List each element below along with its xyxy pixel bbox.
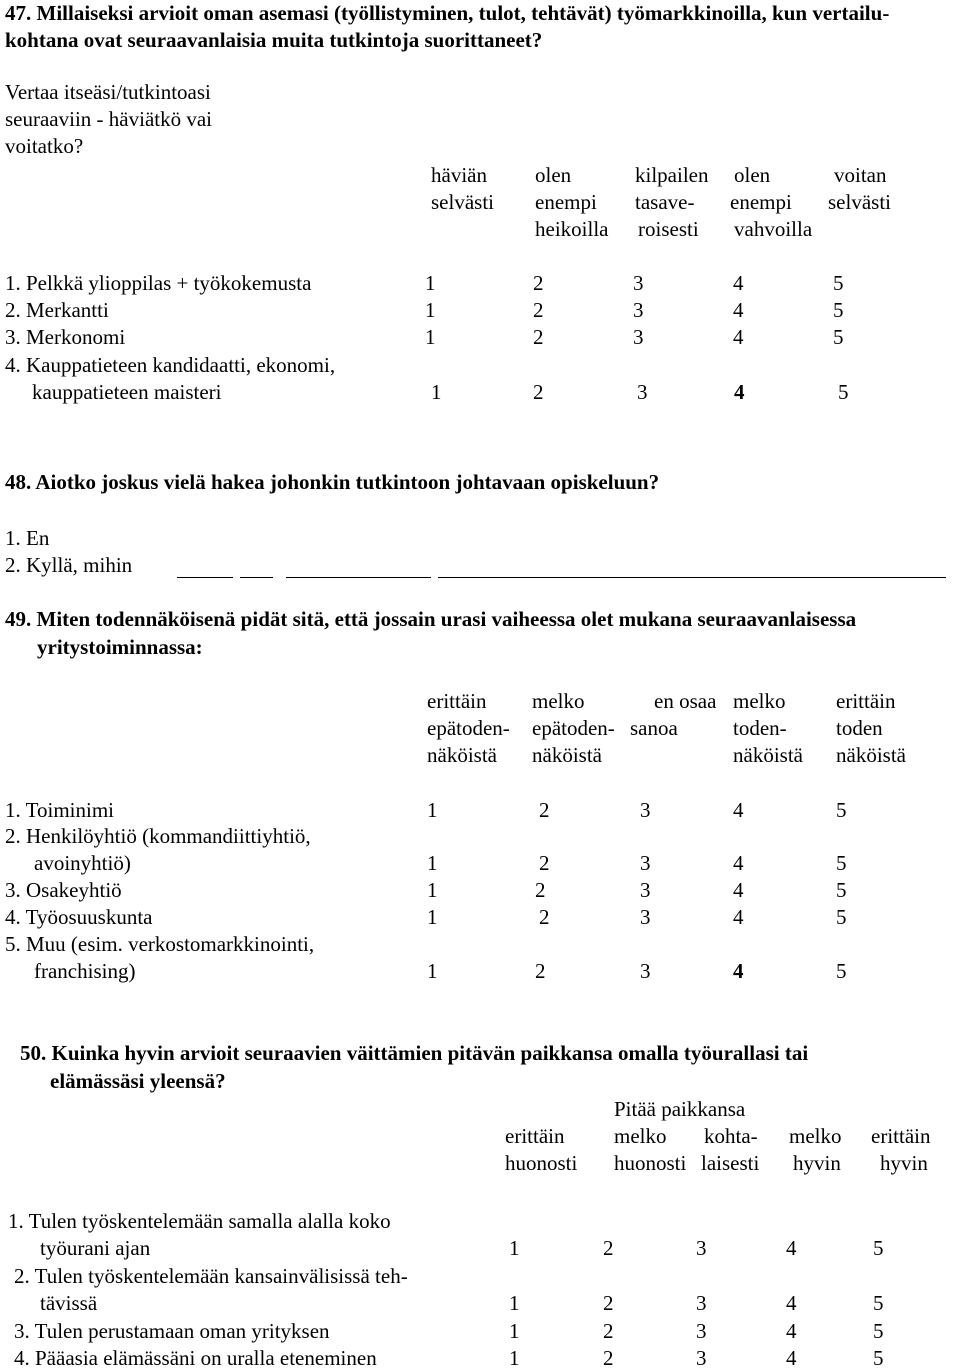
q49-item-3-option-4[interactable]: 4 <box>733 878 744 902</box>
q50-item-4-option-4[interactable]: 4 <box>786 1346 797 1370</box>
q49-item-3-option-2[interactable]: 2 <box>535 878 546 902</box>
q47-item-4-option-2[interactable]: 2 <box>533 380 544 404</box>
q47-item-2-option-2[interactable]: 2 <box>533 298 544 322</box>
q50-item-4-option-3[interactable]: 3 <box>696 1346 707 1370</box>
q47-header-4-line1: olen <box>734 163 771 187</box>
q50-item-3-option-1[interactable]: 1 <box>509 1319 520 1343</box>
q50-header-2-line2: huonosti <box>614 1151 687 1175</box>
q49-item-5-option-3[interactable]: 3 <box>640 959 651 983</box>
q49-header-2-line2: epätoden- <box>532 716 615 740</box>
q50-item-1-option-2[interactable]: 2 <box>603 1236 614 1260</box>
q50-header-1-line2: huonosti <box>505 1151 578 1175</box>
q49-header-3-line2: sanoa <box>630 716 678 740</box>
q49-item-3-option-1[interactable]: 1 <box>427 878 438 902</box>
q47-item-2-option-4[interactable]: 4 <box>733 298 744 322</box>
q48-answer-line-3[interactable] <box>286 577 431 578</box>
q50-item-2-option-1[interactable]: 1 <box>509 1291 520 1315</box>
q47-item-1-option-2[interactable]: 2 <box>533 271 544 295</box>
q50-header-2-line1: melko <box>614 1124 667 1148</box>
q47-item-1-option-5[interactable]: 5 <box>833 271 844 295</box>
q49-header-5-line1: erittäin <box>836 689 896 713</box>
q50-header-5-line1: erittäin <box>871 1124 931 1148</box>
q49-header-1-line1: erittäin <box>427 689 487 713</box>
q49-item-2-label-line2: avoinyhtiö) <box>34 851 131 875</box>
q49-item-5-option-4[interactable]: 4 <box>733 959 744 983</box>
q49-header-4-line2: toden- <box>733 716 787 740</box>
q47-item-1-option-4[interactable]: 4 <box>733 271 744 295</box>
q50-item-1-label-line2: työurani ajan <box>40 1236 151 1260</box>
q50-scale-caption: Pitää paikkansa <box>614 1097 746 1121</box>
q48-option-1[interactable]: 1. En <box>5 526 50 550</box>
q50-item-1-option-1[interactable]: 1 <box>509 1236 520 1260</box>
q49-item-3-label: 3. Osakeyhtiö <box>5 878 122 902</box>
q47-item-4-label-line1: 4. Kauppatieteen kandidaatti, ekonomi, <box>5 353 336 377</box>
q50-item-3-option-4[interactable]: 4 <box>786 1319 797 1343</box>
q50-item-4-label: 4. Pääasia elämässäni on uralla eteneminen <box>14 1346 377 1370</box>
q47-header-4-line2: enempi <box>730 190 792 214</box>
q50-header-4-line2: hyvin <box>793 1151 841 1175</box>
q47-header-3-line3: roisesti <box>638 217 699 241</box>
q49-item-3-option-5[interactable]: 5 <box>836 878 847 902</box>
q49-item-5-option-5[interactable]: 5 <box>836 959 847 983</box>
q49-item-4-option-1[interactable]: 1 <box>427 905 438 929</box>
q49-item-1-option-3[interactable]: 3 <box>640 798 651 822</box>
q47-header-5-line1: voitan <box>834 163 887 187</box>
q48-answer-line-1[interactable] <box>177 577 233 578</box>
q50-title-line1: 50. Kuinka hyvin arvioit seuraavien väittämien pitävän paikkansa omalla työurallasi tai <box>20 1041 809 1065</box>
q47-item-4-option-4[interactable]: 4 <box>734 380 745 404</box>
q49-item-2-option-4[interactable]: 4 <box>733 851 744 875</box>
q47-instruction-line2: seuraaviin - häviätkö vai <box>5 107 213 131</box>
q47-item-3-option-4[interactable]: 4 <box>733 325 744 349</box>
q49-title-line2: yritystoiminnassa: <box>37 635 203 659</box>
q47-header-2-line1: olen <box>535 163 572 187</box>
q48-answer-line-4[interactable] <box>438 577 946 578</box>
q50-item-3-label: 3. Tulen perustamaan oman yrityksen <box>14 1319 330 1343</box>
q49-header-3-line1: en osaa <box>654 689 717 713</box>
q49-header-2-line3: näköistä <box>532 743 602 767</box>
q49-title-line1: 49. Miten todennäköisenä pidät sitä, että jossain urasi vaiheessa olet mukana seuraavanlaisessa <box>5 607 857 631</box>
q50-item-2-option-4[interactable]: 4 <box>786 1291 797 1315</box>
q47-title-line1: 47. Millaiseksi arvioit oman asemasi (työllistyminen, tulot, tehtävät) työmarkkinoilla, kun vertailu- <box>5 1 890 25</box>
q49-item-2-label-line1: 2. Henkilöyhtiö (kommandiittiyhtiö, <box>5 824 311 848</box>
q50-item-1-option-5[interactable]: 5 <box>873 1236 884 1260</box>
q50-item-3-option-3[interactable]: 3 <box>696 1319 707 1343</box>
q50-header-3-line1: kohta- <box>704 1124 758 1148</box>
q47-item-2-option-3[interactable]: 3 <box>633 298 644 322</box>
q50-item-2-option-3[interactable]: 3 <box>696 1291 707 1315</box>
q50-title-line2: elämässäsi yleensä? <box>50 1069 226 1093</box>
q50-item-3-option-5[interactable]: 5 <box>873 1319 884 1343</box>
q47-item-2-option-5[interactable]: 5 <box>833 298 844 322</box>
q49-header-1-line3: näköistä <box>427 743 497 767</box>
q50-item-3-option-2[interactable]: 2 <box>603 1319 614 1343</box>
q49-item-1-option-5[interactable]: 5 <box>836 798 847 822</box>
q49-item-5-label-line1: 5. Muu (esim. verkostomarkkinointi, <box>5 932 315 956</box>
q47-header-5-line2: selvästi <box>828 190 891 214</box>
q47-instruction-line3: voitatko? <box>5 134 84 158</box>
q49-item-1-option-1[interactable]: 1 <box>427 798 438 822</box>
q50-header-4-line1: melko <box>789 1124 842 1148</box>
q47-item-1-label: 1. Pelkkä ylioppilas + työkokemusta <box>5 271 312 295</box>
q47-item-3-option-5[interactable]: 5 <box>833 325 844 349</box>
q48-option-2[interactable]: 2. Kyllä, mihin <box>5 553 133 577</box>
q47-header-1-line2: selvästi <box>431 190 494 214</box>
q47-title-line2: kohtana ovat seuraavanlaisia muita tutkintoja suorittaneet? <box>5 28 543 52</box>
q50-item-1-label-line1: 1. Tulen työskentelemään samalla alalla koko <box>8 1209 391 1233</box>
q47-header-2-line2: enempi <box>535 190 597 214</box>
q47-item-3-option-2[interactable]: 2 <box>533 325 544 349</box>
q47-header-3-line2: tasave- <box>635 190 695 214</box>
q47-header-1-line1: häviän <box>431 163 487 187</box>
q47-item-2-label: 2. Merkantti <box>5 298 109 322</box>
q49-item-4-option-2[interactable]: 2 <box>539 905 550 929</box>
q49-item-4-label: 4. Työosuuskunta <box>5 905 153 929</box>
q49-header-4-line1: melko <box>733 689 786 713</box>
q50-item-2-label-line1: 2. Tulen työskentelemään kansainvälisissä teh- <box>14 1264 408 1288</box>
q49-item-3-option-3[interactable]: 3 <box>640 878 651 902</box>
q48-title: 48. Aiotko joskus vielä hakea johonkin tutkintoon johtavaan opiskeluun? <box>5 470 660 494</box>
q47-item-1-option-3[interactable]: 3 <box>633 271 644 295</box>
q47-item-3-label: 3. Merkonomi <box>5 325 126 349</box>
q47-item-3-option-1[interactable]: 1 <box>425 325 436 349</box>
q49-header-5-line2: toden <box>836 716 883 740</box>
q49-item-2-option-5[interactable]: 5 <box>836 851 847 875</box>
q49-item-2-option-1[interactable]: 1 <box>427 851 438 875</box>
q49-header-5-line3: näköistä <box>836 743 906 767</box>
q47-item-3-option-3[interactable]: 3 <box>633 325 644 349</box>
q47-item-4-label-line2: kauppatieteen maisteri <box>32 380 222 404</box>
q49-item-4-option-3[interactable]: 3 <box>640 905 651 929</box>
q49-item-5-option-2[interactable]: 2 <box>535 959 546 983</box>
q47-item-4-option-5[interactable]: 5 <box>838 380 849 404</box>
q47-header-4-line3: vahvoilla <box>734 217 813 241</box>
q49-item-2-option-2[interactable]: 2 <box>539 851 550 875</box>
q50-item-1-option-4[interactable]: 4 <box>786 1236 797 1260</box>
q49-item-5-option-1[interactable]: 1 <box>427 959 438 983</box>
q49-item-5-label-line2: franchising) <box>34 959 136 983</box>
q49-item-1-label: 1. Toiminimi <box>5 798 114 822</box>
q49-item-1-option-4[interactable]: 4 <box>733 798 744 822</box>
q47-header-3-line1: kilpailen <box>635 163 709 187</box>
q47-instruction-line1: Vertaa itseäsi/tutkintoasi <box>5 80 211 104</box>
q50-item-2-option-5[interactable]: 5 <box>873 1291 884 1315</box>
q50-item-4-option-5[interactable]: 5 <box>873 1346 884 1370</box>
q47-item-4-option-1[interactable]: 1 <box>431 380 442 404</box>
q49-item-4-option-4[interactable]: 4 <box>733 905 744 929</box>
q50-item-4-option-2[interactable]: 2 <box>603 1346 614 1370</box>
q49-header-2-line1: melko <box>532 689 585 713</box>
q49-header-4-line3: näköistä <box>733 743 803 767</box>
q50-header-5-line2: hyvin <box>880 1151 928 1175</box>
q50-item-1-option-3[interactable]: 3 <box>696 1236 707 1260</box>
q48-answer-line-2[interactable] <box>240 577 273 578</box>
q47-item-4-option-3[interactable]: 3 <box>637 380 648 404</box>
q49-item-4-option-5[interactable]: 5 <box>836 905 847 929</box>
q50-header-3-line2: laisesti <box>701 1151 760 1175</box>
q50-item-2-label-line2: tävissä <box>40 1291 98 1315</box>
q47-item-2-option-1[interactable]: 1 <box>425 298 436 322</box>
q49-item-1-option-2[interactable]: 2 <box>539 798 550 822</box>
q50-item-2-option-2[interactable]: 2 <box>603 1291 614 1315</box>
q49-header-1-line2: epätoden- <box>427 716 510 740</box>
q47-item-1-option-1[interactable]: 1 <box>425 271 436 295</box>
q49-item-2-option-3[interactable]: 3 <box>640 851 651 875</box>
q50-item-4-option-1[interactable]: 1 <box>509 1346 520 1370</box>
q50-header-1-line1: erittäin <box>505 1124 565 1148</box>
q47-header-2-line3: heikoilla <box>535 217 609 241</box>
